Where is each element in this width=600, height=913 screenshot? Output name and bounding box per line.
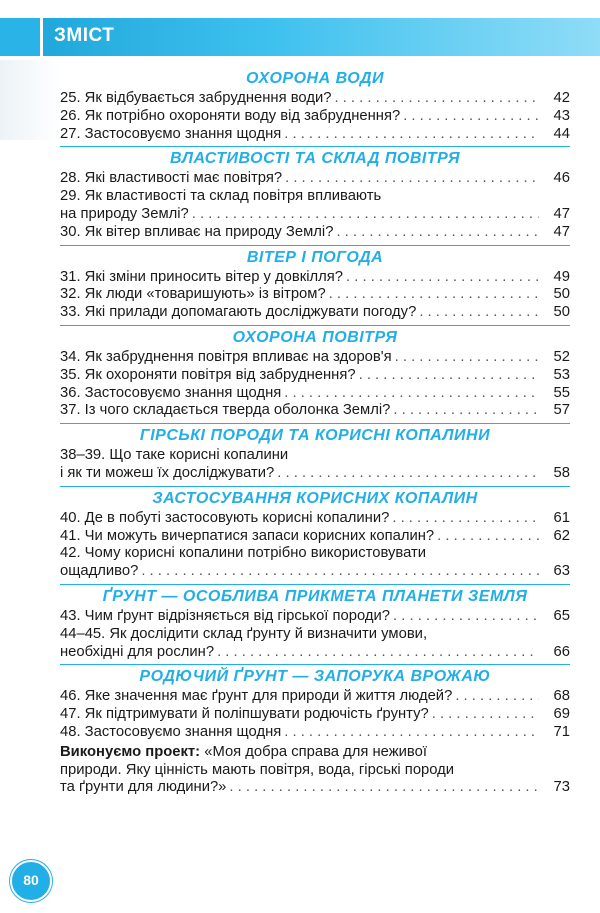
toc-entry[interactable] [60,706,570,724]
entry-title: 43. Чим ґрунт відрізняється від гірської породи? [60,607,391,624]
entry-title: 34. Як забруднення повітря впливає на здоров'я [60,348,392,365]
toc-line [60,563,570,581]
dot-leader [432,706,539,724]
dot-leader [393,608,539,626]
dot-leader [392,510,539,528]
toc-line [60,126,570,144]
dot-leader [192,206,539,224]
entry-page-number: 42 [553,90,570,106]
toc-line [60,108,570,126]
dot-leader [455,688,539,706]
entry-title: необхідні для рослин? [60,643,215,660]
entry-title: 35. Як охороняти повітря від забруднення? [60,366,356,383]
entry-title: 46. Яке значення має ґрунт для природи й життя людей? [60,688,453,705]
toc-line [60,90,570,108]
entry-page-number: 65 [553,607,570,624]
entry-page-number: 57 [553,402,570,419]
page-number-badge [10,860,52,902]
toc-line [60,706,570,724]
toc-line [60,170,570,188]
toc-line [60,286,570,304]
entry-page-number: 66 [553,643,570,660]
entry-title: 28. Які властивості має повітря? [60,170,283,187]
page-number: 80 [23,872,39,888]
entry-page-number: 69 [553,706,570,723]
dot-leader [284,385,539,403]
entry-page-number: 73 [553,779,570,796]
project-title-part: «Моя добра справа для неживої [204,743,427,760]
project-label: Виконуємо проект: [60,743,201,760]
entry-title: 41. Чи можуть вичерпатися запаси корисних копалин? [60,527,435,544]
dot-leader [217,644,539,662]
dot-leader [336,224,539,242]
dot-leader [284,126,539,144]
entry-title: 47. Як підтримувати й поліпшувати родючість ґрунту? [60,706,429,723]
entry-title: 37. Із чого складається тверда оболонка Землі? [60,402,391,419]
entry-title: 33. Які прилади допомагають досліджувати погоду? [60,304,417,321]
toc-entry[interactable] [60,188,570,224]
toc-line [60,349,570,367]
project-entry[interactable] [60,744,570,797]
section-heading: РОДЮЧИЙ ҐРУНТ — ЗАПОРУКА ВРОЖАЮ [60,664,570,686]
toc-entry[interactable] [60,402,570,420]
toc-entry[interactable] [60,90,570,108]
background-watermark [0,60,60,140]
entry-title: 32. Як люди «товаришують» із вітром? [60,286,326,303]
section-heading: ҐРУНТ — ОСОБЛИВА ПРИКМЕТА ПЛАНЕТИ ЗЕМЛЯ [60,584,570,606]
entry-page-number: 62 [553,527,570,544]
dot-leader [329,286,539,304]
toc-line [60,465,570,483]
toc-entry[interactable] [60,608,570,626]
page-title: ЗМІСТ [54,25,115,46]
dot-leader [141,563,539,581]
entry-title: 48. Застосовуємо знання щодня [60,723,282,740]
toc-line [60,688,570,706]
entry-page-number: 53 [553,366,570,383]
toc-line [60,224,570,242]
entry-page-number: 68 [553,688,570,705]
toc-entry[interactable] [60,545,570,581]
toc-line [60,385,570,403]
entry-page-number: 71 [553,723,570,740]
entry-title: 42. Чому корисні копалини потрібно використовувати [60,545,427,562]
section-heading: ВЛАСТИВОСТІ ТА СКЛАД ПОВІТРЯ [60,146,570,168]
toc-entry[interactable] [60,286,570,304]
entry-title: 26. Як потрібно охороняти воду від забруднення? [60,107,401,124]
toc-line [60,510,570,528]
dot-leader [395,349,539,367]
entry-title: 31. Які зміни приносить вітер у довкілля? [60,268,344,285]
toc-line [60,724,570,742]
entry-page-number: 58 [553,464,570,481]
entry-page-number: 50 [553,286,570,303]
entry-page-number: 47 [553,205,570,222]
toc-entry[interactable] [60,528,570,546]
dot-leader [419,304,539,322]
toc-line [60,269,570,287]
dot-leader [334,90,539,108]
section-heading: ГІРСЬКІ ПОРОДИ ТА КОРИСНІ КОПАЛИНИ [60,423,570,445]
header-accent-block [0,18,43,56]
project-title-part: та ґрунти для людини?» [60,779,227,796]
entry-page-number: 61 [553,509,570,526]
dot-leader [285,170,539,188]
toc-line [60,644,570,662]
section-heading: ВІТЕР І ПОГОДА [60,245,570,267]
project-title-part: природи. Яку цінність мають повітря, вода, гірські породи [60,761,455,778]
entry-page-number: 47 [553,223,570,240]
toc-line [60,304,570,322]
dot-leader [346,269,539,287]
dot-leader [393,402,539,420]
entry-page-number: 55 [553,384,570,401]
entry-title: 40. Де в побуті застосовують корисні копалини? [60,509,390,526]
entry-page-number: 63 [553,563,570,580]
toc-entry[interactable] [60,626,570,662]
toc-line [60,206,570,224]
entry-title: на природу Землі? [60,205,189,222]
toc-line [60,367,570,385]
dot-leader [229,779,539,797]
toc-line [60,608,570,626]
entry-title: 25. Як відбувається забруднення води? [60,90,332,106]
toc-line [60,528,570,546]
toc-entry[interactable] [60,688,570,706]
entry-page-number: 46 [553,170,570,187]
section-heading: ОХОРОНА ВОДИ [245,70,385,87]
entry-title: 27. Застосовуємо знання щодня [60,125,282,142]
toc-entry[interactable] [60,126,570,144]
dot-leader [403,108,539,126]
toc-line [60,779,570,797]
toc-entry[interactable] [60,447,570,483]
toc-entry[interactable] [60,724,570,742]
section-heading: ОХОРОНА ПОВІТРЯ [60,325,570,347]
entry-title: 30. Як вітер впливає на природу Землі? [60,223,334,240]
dot-leader [277,465,539,483]
project-line [60,744,570,762]
entry-page-number: 44 [553,125,570,142]
entry-title: 29. Як властивості та склад повітря впливають [60,188,382,205]
entry-title: 44–45. Як дослідити склад ґрунту й визначити умови, [60,625,428,642]
header-bar [0,18,600,56]
entry-title: 38–39. Що таке корисні копалини [60,447,289,464]
toc-entry[interactable] [60,304,570,322]
toc-entry[interactable] [60,367,570,385]
toc-entry[interactable] [60,170,570,188]
toc-entry[interactable] [60,349,570,367]
entry-page-number: 49 [553,268,570,285]
entry-page-number: 52 [553,348,570,365]
toc-entry[interactable] [60,385,570,403]
entry-page-number: 43 [553,107,570,124]
dot-leader [284,724,539,742]
dot-leader [437,528,539,546]
table-of-contents [60,64,570,797]
dot-leader [359,367,539,385]
toc-entry[interactable] [60,510,570,528]
entry-title: і як ти можеш їх досліджувати? [60,464,275,481]
toc-line [60,402,570,420]
entry-page-number: 50 [553,304,570,321]
entry-title: 36. Застосовуємо знання щодня [60,384,282,401]
section-heading: ЗАСТОСУВАННЯ КОРИСНИХ КОПАЛИН [60,486,570,508]
toc-entry[interactable] [60,224,570,242]
toc-entry[interactable] [60,269,570,287]
toc-entry[interactable] [60,108,570,126]
entry-title: ощадливо? [60,563,139,580]
